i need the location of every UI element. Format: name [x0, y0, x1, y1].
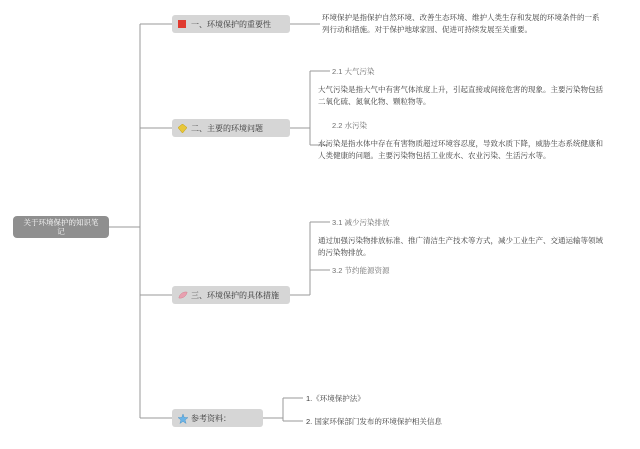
reference-item-2: 2. 国家环保部门发布的环境保护相关信息 — [306, 417, 442, 426]
reduce-emissions-body: 通过加强污染物排放标准、推广清洁生产技术等方式，减少工业生产、交通运输等领域的污染物排放。 — [318, 236, 603, 257]
branch-label-problems: 二、主要的环境问题 — [191, 123, 263, 133]
importance-body: 环境保护是指保护自然环境、改善生态环境、维护人类生存和发展的环境条件的一系列行动和措施。对于保护地球家园、促进可持续发展至关重要。 — [322, 13, 600, 34]
air-pollution-body: 大气污染是指大气中有害气体浓度上升，引起直接或间接危害的现象。主要污染物包括二氧化硫、氮氧化物、颗粒物等。 — [318, 85, 603, 106]
sub-title-air-pollution: 2.1 大气污染 — [332, 67, 375, 76]
branch-label-importance: 一、环境保护的重要性 — [191, 19, 271, 29]
root-label: 关于环境保护的知识笔记 — [23, 217, 99, 236]
sub-title-water-pollution: 2.2 水污染 — [332, 121, 368, 130]
branch-label-references: 参考资料： — [191, 413, 231, 423]
sub-title-save-energy: 3.2 节约能源资源 — [332, 266, 390, 275]
branch-node-references[interactable] — [172, 409, 263, 427]
root-node[interactable] — [14, 217, 108, 237]
branch-label-measures: 三、环境保护的具体措施 — [191, 290, 279, 300]
water-pollution-body: 水污染是指水体中存在有害物质超过环境容忍度，导致水质下降，威胁生态系统健康和人类健康的问题。主要污染物包括工业废水、农业污染、生活污水等。 — [318, 139, 603, 160]
red-square-icon — [178, 20, 187, 29]
blue-star-icon — [178, 414, 187, 423]
yellow-diamond-icon — [178, 124, 187, 133]
branch-node-importance[interactable] — [172, 15, 290, 33]
reference-item-1: 1.《环境保护法》 — [306, 394, 365, 403]
pink-leaf-icon — [178, 291, 187, 300]
sub-title-reduce-emissions: 3.1 减少污染排放 — [332, 218, 390, 227]
branch-node-problems[interactable] — [172, 119, 290, 137]
branch-node-measures[interactable] — [172, 286, 290, 304]
